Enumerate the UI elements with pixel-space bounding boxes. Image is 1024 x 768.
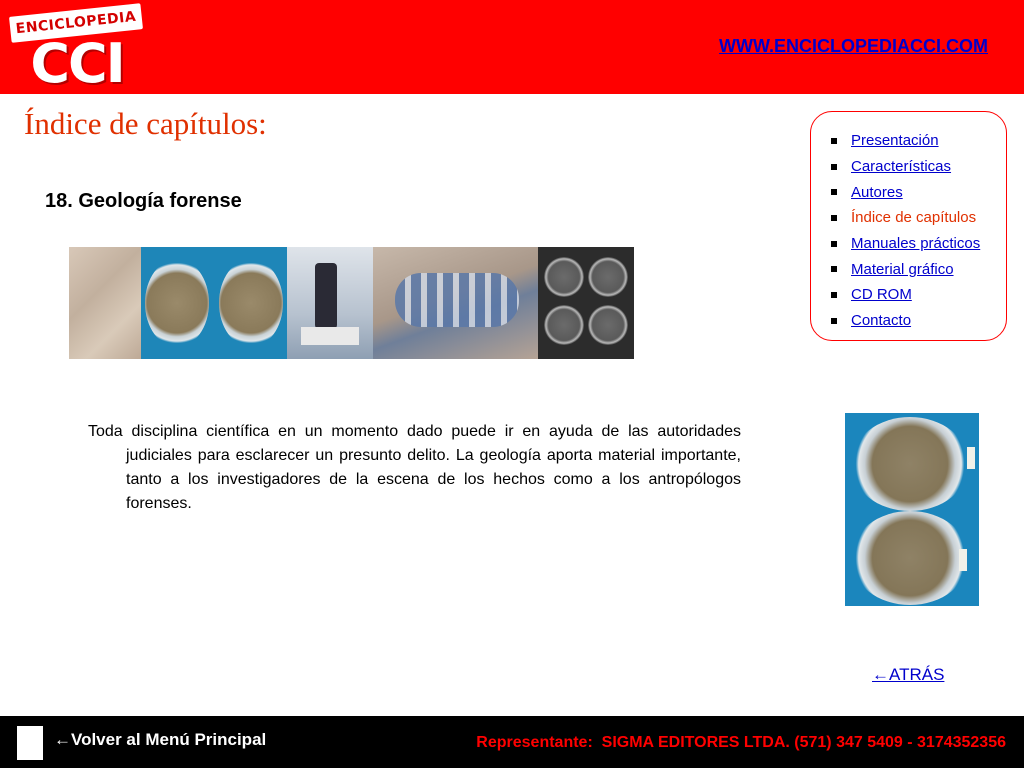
- soil-samples-petri-photo: [141, 247, 287, 359]
- nav-item-caracteristicas[interactable]: Características: [831, 154, 1006, 180]
- nav-item-manuales[interactable]: Manuales prácticos: [831, 231, 1006, 257]
- soil-texture-photo: [69, 247, 141, 359]
- nav-item-indice: Índice de capítulos: [831, 205, 1006, 231]
- page-title: Índice de capítulos:: [24, 106, 267, 141]
- nav-item-presentacion[interactable]: Presentación: [831, 128, 1006, 154]
- nav-item-material-grafico[interactable]: Material gráfico: [831, 256, 1006, 282]
- nav-item-contacto[interactable]: Contacto: [831, 308, 1006, 334]
- logo-mark: CCI: [30, 32, 124, 95]
- site-url-link[interactable]: WWW.ENCICLOPEDIACCI.COM: [719, 36, 988, 56]
- chapter-title: 18. Geología forense: [45, 190, 242, 212]
- bullet-icon: [831, 241, 837, 247]
- shoe-sole-photo: [373, 247, 538, 359]
- bullet-icon: [831, 266, 837, 272]
- header-bar: [0, 0, 1024, 94]
- enciclopedia-cci-logo[interactable]: [6, 6, 146, 95]
- bullet-icon: [831, 164, 837, 170]
- nav-item-autores[interactable]: Autores: [831, 179, 1006, 205]
- chapter-description: Toda disciplina científica en un momento dado puede ir en ayuda de las autoridades judiciales para esclarecer un presunto delito. La geología aporta material importante, tanto a los investigadores de la escena de los hechos como a los antropólogos forenses.: [88, 423, 741, 512]
- sample-cups-photo: [538, 247, 634, 359]
- footer-bar: [0, 716, 1024, 768]
- side-navigation: [810, 111, 1007, 341]
- bullet-icon: [831, 215, 837, 221]
- microscope-photo: [287, 247, 373, 359]
- main-menu-link[interactable]: ←Volver al Menú Principal: [54, 730, 267, 749]
- soil-samples-side-photo: [845, 413, 979, 606]
- menu-square-icon: [17, 726, 43, 760]
- bullet-icon: [831, 189, 837, 195]
- nav-item-cd-rom[interactable]: CD ROM: [831, 282, 1006, 308]
- bullet-icon: [831, 138, 837, 144]
- back-link[interactable]: ←ATRÁS: [872, 665, 945, 684]
- photo-strip: [69, 247, 634, 359]
- bullet-icon: [831, 292, 837, 298]
- representative-info: Representante: SIGMA EDITORES LTDA. (571) 347 5409 - 3174352356: [476, 734, 1006, 751]
- bullet-icon: [831, 318, 837, 324]
- logo-word: ENCICLOPEDIA: [15, 8, 137, 38]
